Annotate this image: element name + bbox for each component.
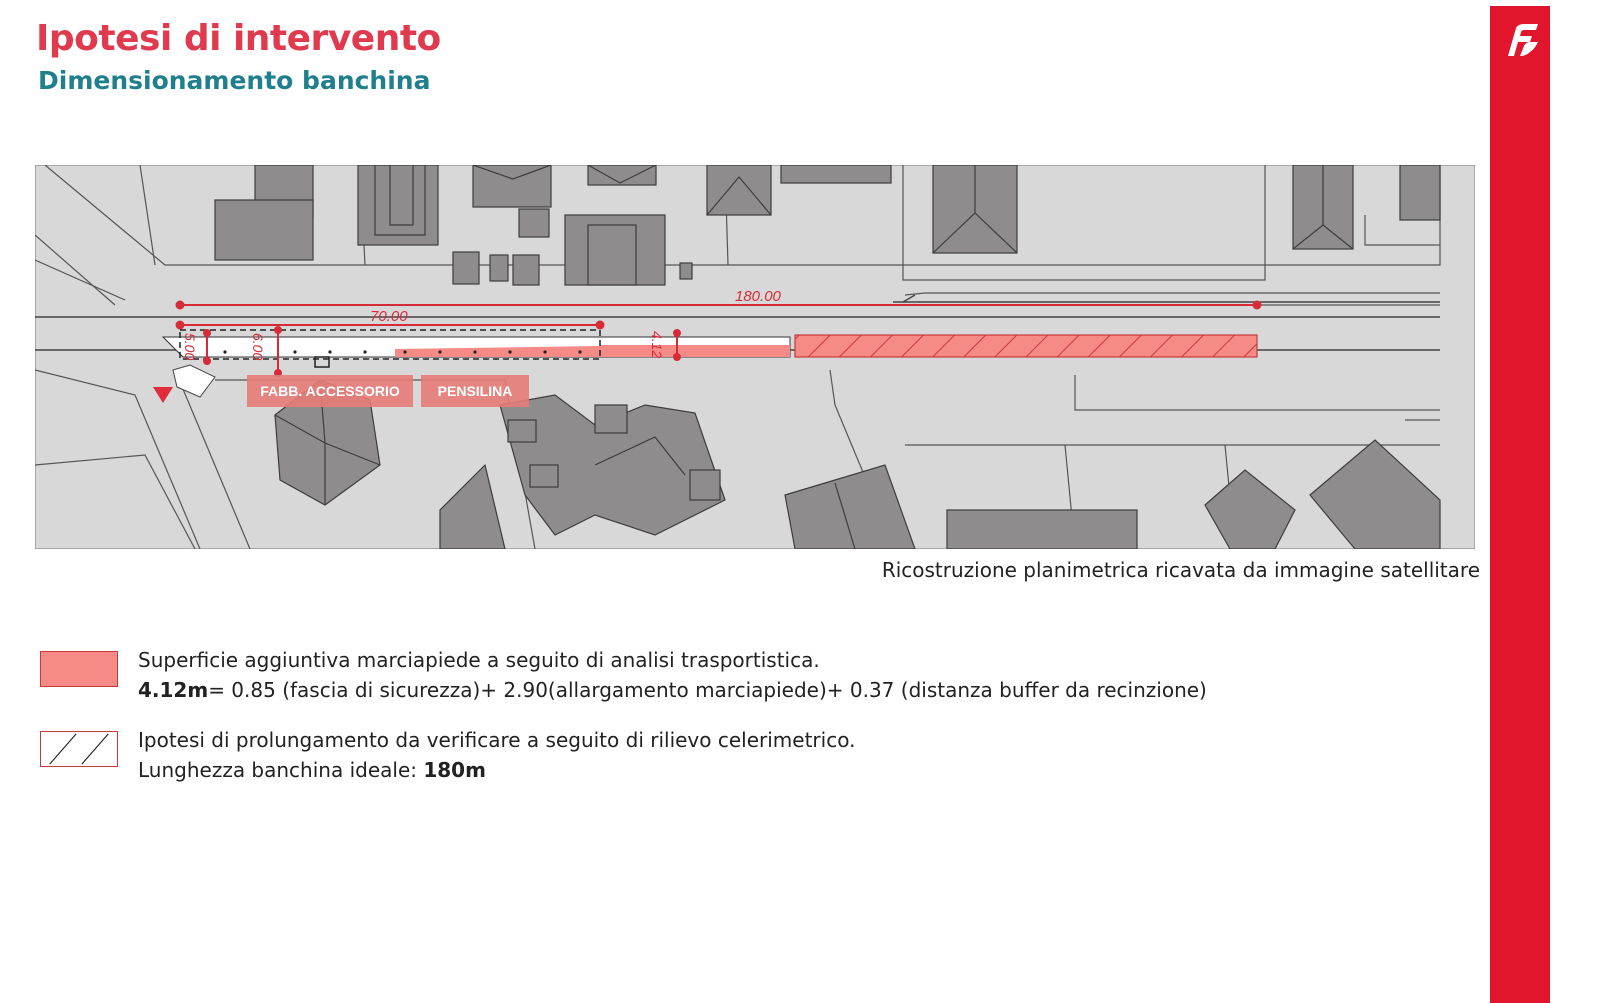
legend-added-surface-line1: Superficie aggiuntiva marciapiede a seguito di analisi trasportistica. — [138, 648, 820, 672]
shelter-label: PENSILINA — [437, 383, 513, 399]
page-subtitle: Dimensionamento banchina — [38, 66, 431, 95]
page-title: Ipotesi di intervento — [36, 18, 441, 59]
dim-width-c: 4.12 — [649, 331, 665, 359]
legend-extension-line1: Ipotesi di prolungamento da verificare a seguito di rilievo celerimetrico. — [138, 728, 856, 752]
legend-item-added-surface — [40, 645, 1240, 715]
extension-hatched — [795, 335, 1257, 357]
fs-logo-icon — [1494, 16, 1546, 64]
added-surface-solid-2 — [600, 345, 790, 357]
brand-side-band — [1490, 6, 1550, 1003]
legend-length-prefix: Lunghezza banchina ideale: — [138, 758, 424, 782]
legend-swatch-solid — [40, 651, 118, 687]
legend-extension-line2 — [138, 755, 855, 785]
building-label: FABB. ACCESSORIO — [260, 383, 400, 399]
dim-existing-length: 70.00 — [370, 308, 408, 325]
site-plan-map — [35, 165, 1475, 549]
legend-width-breakdown: = 0.85 (fascia di sicurezza)+ 2.90(allargamento marciapiede)+ 0.37 (distanza buffer da recinzione) — [208, 678, 1207, 702]
dim-total-length: 180.00 — [735, 288, 781, 305]
legend-length-value: 180m — [423, 758, 486, 782]
legend-width-value: 4.12m — [138, 678, 209, 702]
dim-width-b: 6.00 — [250, 333, 266, 361]
map-caption: Ricostruzione planimetrica ricavata da immagine satellitare — [881, 558, 1480, 582]
legend-swatch-hatched — [40, 731, 118, 767]
dim-width-a: 5.00 — [182, 333, 198, 361]
legend-added-surface-line2 — [138, 675, 1207, 705]
legend-item-extension — [40, 725, 1040, 795]
